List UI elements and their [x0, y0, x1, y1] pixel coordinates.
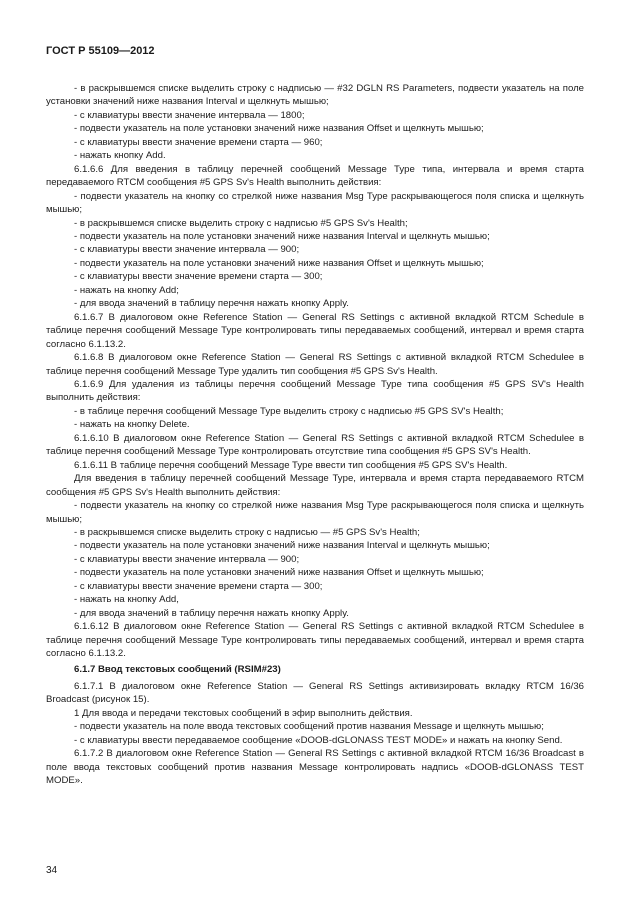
paragraph: - с клавиатуры ввести значение интервала — 1800;: [74, 109, 305, 121]
paragraph: - с клавиатуры ввести значение времени старта — 960;: [74, 136, 323, 148]
document-body: [46, 82, 584, 788]
paragraph: - нажать на кнопку Delete.: [74, 419, 190, 431]
paragraph: 6.1.6.11 В таблице перечня сообщений Message Type ввести тип сообщения #5 GPS SV's Health.: [74, 459, 508, 471]
paragraph: 6.1.6.10 В диалоговом окне Reference Station — General RS Settings с активной вкладкой RTCM Schedulee в таблице перечня сообщений Message Type контролировать отсутствие типа сообщения #5 GPS SV's Health.: [46, 432, 584, 458]
paragraph: - подвести указатель на поле ввода текстовых сообщений против названия Message и щелкнуть мышью;: [74, 721, 544, 733]
paragraph: 6.1.6.6 Для введения в таблицу перечней сообщений Message Type типа, интервала и время старта передаваемого RTCM сообщения #5 GPS Sv's Health выполнить действия:: [46, 163, 584, 189]
paragraph: - подвести указатель на поле установки значений ниже названия Offset и щелкнуть мышью;: [74, 567, 484, 579]
section-heading: 6.1.7 Ввод текстовых сообщений (RSIM#23): [74, 664, 281, 676]
paragraph: - в раскрывшемся списке выделить строку с надписью #5 GPS Sv's Health;: [74, 217, 408, 229]
paragraph: Для введения в таблицу перечней сообщений Message Type, интервала и время старта передаваемого RTCM сообщения #5 GPS Sv's Health выполнить действия:: [46, 473, 584, 498]
paragraph: - подвести указатель на кнопку со стрелкой ниже названия Msg Type раскрывающегося поля списка и щелкнуть мышью;: [46, 500, 584, 525]
paragraph: - нажать на кнопку Add,: [74, 594, 179, 606]
document-header: ГОСТ Р 55109—2012: [46, 45, 155, 57]
paragraph: - для ввода значений в таблицу перечня нажать кнопку Apply.: [74, 298, 349, 310]
paragraph: - подвести указатель на поле установки значений ниже названия Interval и щелкнуть мышью;: [74, 230, 490, 242]
paragraph: 6.1.6.7 В диалоговом окне Reference Station — General RS Settings с активной вкладкой RTCM Schedule в таблице перечня сообщений Message Type контролировать типы передаваемых сообщений, интервал и время старта согласно 6.1.13.2.: [46, 311, 584, 350]
paragraph: - подвести указатель на поле установки значений ниже названия Interval и щелкнуть мышью;: [74, 540, 490, 552]
paragraph: - нажать на кнопку Add;: [74, 284, 179, 296]
paragraph: - с клавиатуры ввести значение времени старта — 300;: [74, 580, 323, 592]
paragraph: - в раскрывшемся списке выделить строку с надписью — #5 GPS Sv's Health;: [74, 526, 420, 538]
paragraph: - в раскрывшемся списке выделить строку с надписью — #32 DGLN RS Parameters, подвести указатель на поле установки значений ниже названия Interval и щелкнуть мышью;: [46, 83, 584, 108]
paragraph: 6.1.6.12 В диалоговом окне Reference Station — General RS Settings с активной вкладкой RTCM Schedulee в таблице перечня сообщений Message Type контролировать типы передаваемых сообщений, интервал и время старта согласно 6.1.13.2.: [46, 621, 584, 660]
paragraph: - с клавиатуры ввести значение времени старта — 300;: [74, 271, 323, 283]
paragraph: - нажать кнопку Add.: [74, 150, 166, 162]
paragraph: 6.1.6.8 В диалоговом окне Reference Station — General RS Settings с активной вкладкой RTCM Schedulee в таблице перечня сообщений Message Type удалить тип сообщения #5 GPS Sv's Health.: [46, 352, 584, 377]
paragraph: 6.1.7.2 В диалоговом окне Reference Station — General RS Settings с активной вкладкой RTCM 16/36 Broadcast в поле ввода текстовых сообщений против названия Message контролировать надпись «DOOB-dGLONASS TEST MODE».: [46, 748, 584, 787]
paragraph: 1 Для ввода и передачи текстовых сообщений в эфир выполнить действия.: [74, 707, 413, 719]
paragraph: - подвести указатель на поле установки значений ниже названия Offset и щелкнуть мышью;: [74, 123, 484, 135]
paragraph: 6.1.6.9 Для удаления из таблицы перечня сообщений Message Type типа сообщения #5 GPS SV's Health выполнить действия:: [46, 378, 584, 404]
paragraph: - в таблице перечня сообщений Message Type выделить строку с надписью #5 GPS SV's Health;: [74, 405, 504, 417]
paragraph: 6.1.7.1 В диалоговом окне Reference Station — General RS Settings активизировать вкладку RTCM 16/36 Broadcast (рисунок 15).: [46, 680, 584, 706]
paragraph: - подвести указатель на кнопку со стрелкой ниже названия Msg Type раскрывающегося поля списка и щелкнуть мышью;: [46, 190, 584, 216]
paragraph: - с клавиатуры ввести передаваемое сообщение «DOOB-dGLONASS TEST MODE» и нажать на кнопку Send.: [74, 734, 563, 746]
paragraph: - подвести указатель на поле установки значений ниже названия Offset и щелкнуть мышью;: [74, 257, 484, 269]
paragraph: - с клавиатуры ввести значение интервала — 900;: [74, 244, 300, 256]
paragraph: - с клавиатуры ввести значение интервала — 900;: [74, 553, 300, 565]
page-number: 34: [46, 865, 58, 876]
paragraph: - для ввода значений в таблицу перечня нажать кнопку Apply.: [74, 607, 349, 619]
